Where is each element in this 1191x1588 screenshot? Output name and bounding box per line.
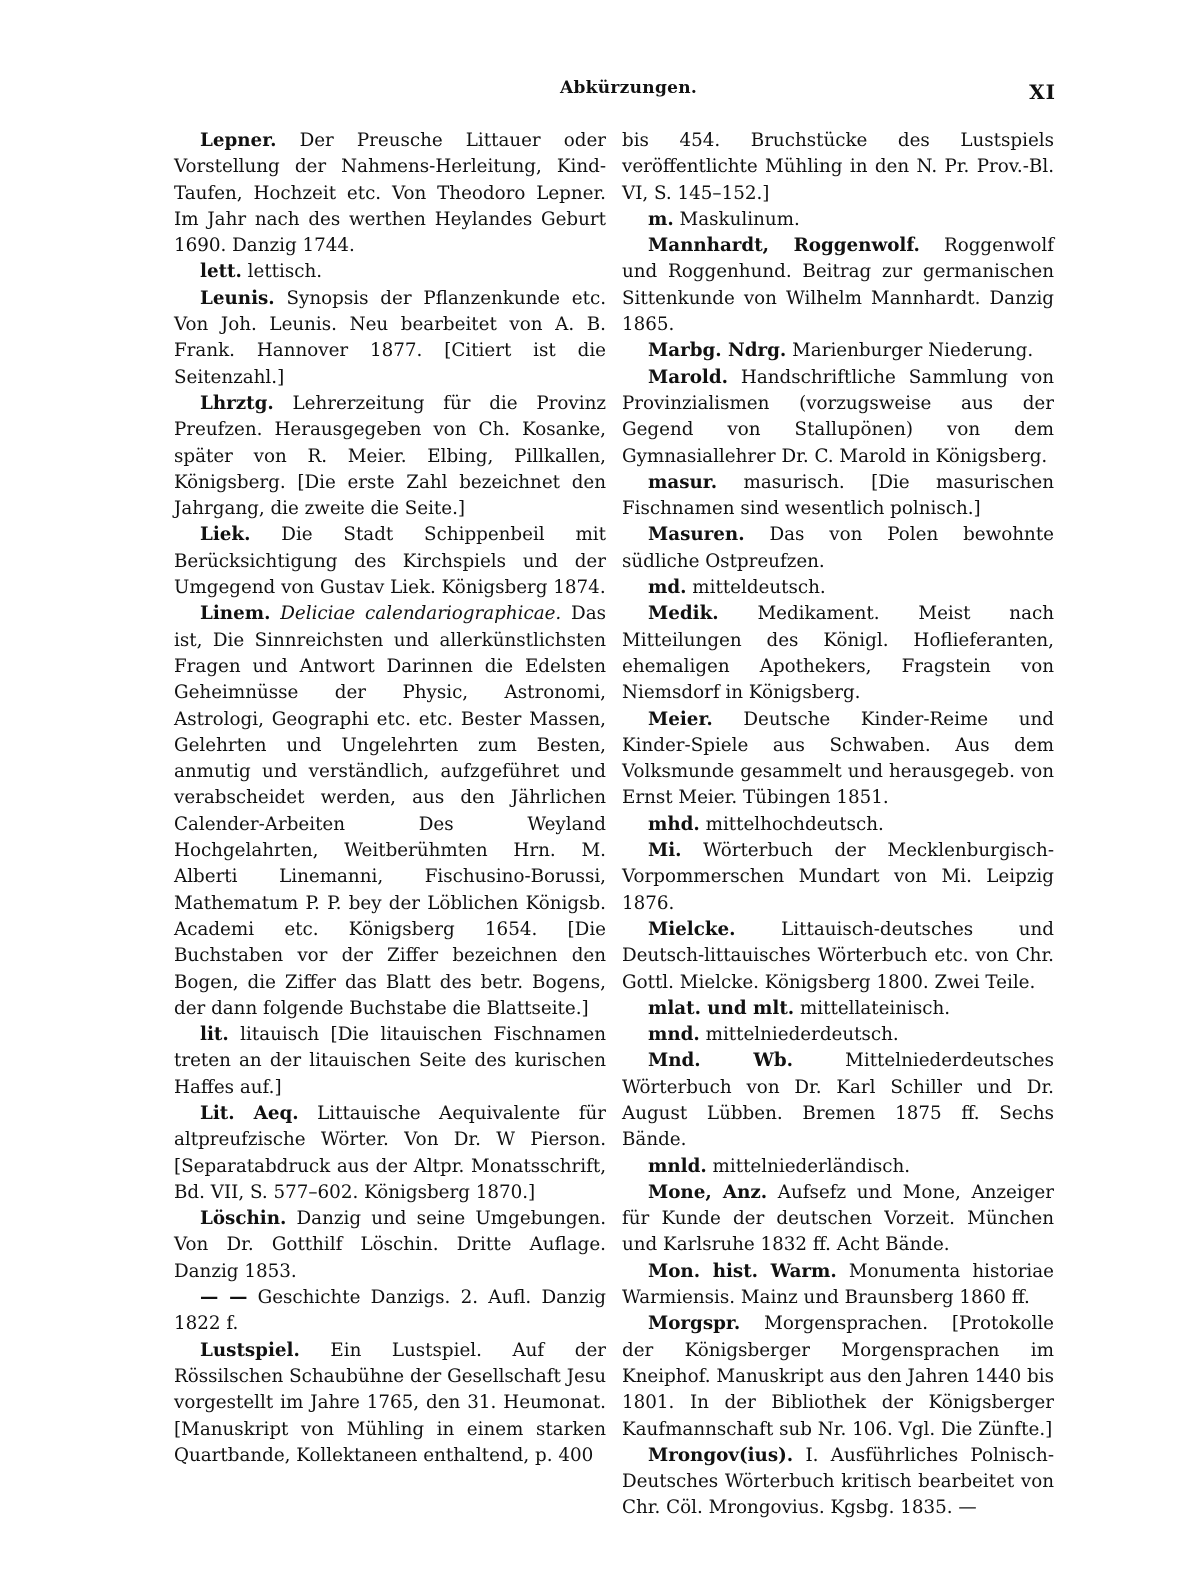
- entry-abbreviation: Lepner.: [200, 130, 277, 151]
- entry-abbreviation: mlat. und mlt.: [648, 997, 795, 1019]
- entry-abbreviation: m.: [648, 208, 674, 230]
- entry-text: Monumenta historiae Warmiensis. Mainz und Braunsberg 1860 ff.: [622, 1260, 1055, 1309]
- entry-abbreviation: Mnd. Wb.: [648, 1050, 794, 1072]
- entry-abbreviation: — —: [200, 1287, 248, 1309]
- entry-abbreviation: Mone, Anz.: [648, 1181, 768, 1203]
- entry-text: Synopsis der Pflanzenkunde etc. Von Joh. Leunis. Neu bearbeitet von A. B. Frank. Hannover 1877. [Citiert ist die Seitenzahl.]: [174, 287, 606, 388]
- entry-abbreviation: Meier.: [648, 708, 713, 730]
- entry-text: I. Ausführliches Polnisch-Deutsches Wörterbuch kritisch bearbeitet von Chr. Cöl. Mrongovius. Kgsbg. 1835. —: [622, 1444, 1054, 1519]
- entry-text: Littauisch-deutsches und Deutsch-littauisches Wörterbuch etc. von Chr. Gottl. Mielcke. Königsberg 1800. Zwei Teile.: [622, 918, 1054, 993]
- entry-abbreviation: mhd.: [648, 813, 700, 835]
- entry-text: Medikament. Meist nach Mitteilungen des Königl. Hoflieferanten, ehemaligen Apothekers, Fragstein von Niemsdorf in Königsberg.: [622, 603, 1054, 704]
- dictionary-entry: [622, 1311, 1054, 1442]
- entry-abbreviation: Lustspiel.: [200, 1339, 300, 1361]
- entry-text: Morgensprachen. [Protokolle der Königsberger Morgensprachen im Kneiphof. Manuskript aus den Jahren 1440 bis 1801. In der Bibliothek der Königsberger Kaufmannschaft sub Nr. 106. Vgl. Die Zünfte.]: [622, 1313, 1054, 1440]
- entry-abbreviation: mnld.: [648, 1155, 707, 1177]
- entry-text: litauisch [Die litauischen Fischnamen treten an der litauischen Seite des kurischen Haffes auf.]: [174, 1024, 606, 1098]
- entry-abbreviation: Masuren.: [648, 524, 745, 546]
- dictionary-entry: [622, 233, 1054, 338]
- entry-text: Deutsche Kinder-Reime und Kinder-Spiele aus Schwaben. Aus dem Volksmunde gesammelt und herausgegeb. von Ernst Meier. Tübingen 1851.: [622, 708, 1054, 809]
- running-title: Abkürzungen.: [560, 78, 698, 98]
- dictionary-entry: [622, 1154, 1054, 1180]
- dictionary-entry: [622, 522, 1054, 575]
- entry-text: Danzig und seine Umgebungen. Von Dr. Gotthilf Löschin. Dritte Auflage. Danzig 1853.: [174, 1208, 606, 1282]
- entry-abbreviation: Mon. hist. Warm.: [648, 1260, 837, 1282]
- dictionary-entry: [174, 601, 606, 1022]
- entry-text: Aufsefz und Mone, Anzeiger für Kunde der deutschen Vorzeit. München und Karlsruhe 1832 ff. Acht Bände.: [622, 1181, 1054, 1256]
- entry-abbreviation: Linem.: [200, 603, 271, 625]
- dictionary-entry: [622, 128, 1054, 207]
- entry-abbreviation: Leunis.: [200, 287, 275, 309]
- entry-text: Der Preusche Littauer oder Vorstellung der Nahmens-Herleitung, Kind-Taufen, Hochzeit etc. Von Theodoro Lepner. Im Jahr nach des werthen Heylandes Geburt 1690. Danzig 1744.: [174, 130, 606, 257]
- entry-text: mittellateinisch.: [794, 997, 951, 1019]
- entry-text: Roggenwolf und Roggenhund. Beitrag zur germanischen Sittenkunde von Wilhelm Mannhardt. Danzig 1865.: [622, 235, 1054, 336]
- dictionary-entry: [622, 207, 1054, 233]
- entry-abbreviation: lett.: [200, 261, 242, 283]
- dictionary-entry: [622, 338, 1054, 364]
- left-column: [174, 128, 606, 1469]
- dictionary-entry: [622, 838, 1054, 917]
- entry-text: lettisch.: [241, 261, 323, 283]
- entry-text: mittelniederländisch.: [706, 1155, 911, 1177]
- entry-text: masurisch. [Die masurischen Fischnamen sind wesentlich polnisch.]: [622, 471, 1054, 520]
- entry-text: bis 454. Bruchstücke des Lustspiels veröffentlichte Mühling in den N. Pr. Prov.-Bl. VI, S. 145–152.]: [622, 130, 1054, 204]
- entry-abbreviation: Medik.: [648, 603, 719, 625]
- entry-text: mittelniederdeutsch.: [699, 1024, 899, 1046]
- dictionary-entry: [174, 1285, 606, 1338]
- dictionary-entry: [622, 1048, 1054, 1153]
- entry-abbreviation: mnd.: [648, 1024, 700, 1046]
- dictionary-entry: [622, 1259, 1054, 1312]
- entry-abbreviation: md.: [648, 577, 687, 599]
- entry-abbreviation: Lhrztg.: [200, 392, 274, 414]
- entry-abbreviation: Marold.: [648, 366, 728, 388]
- dictionary-entry: [622, 601, 1054, 706]
- entry-text: mitteldeutsch.: [686, 577, 826, 599]
- dictionary-entry: [622, 996, 1054, 1022]
- entry-abbreviation: Mi.: [648, 840, 682, 862]
- dictionary-entry: [174, 128, 606, 259]
- dictionary-entry: [622, 575, 1054, 601]
- dictionary-entry: [174, 391, 606, 522]
- dictionary-entry: [174, 522, 606, 601]
- entry-abbreviation: Liek.: [200, 524, 251, 546]
- dictionary-entry: [622, 1180, 1054, 1259]
- dictionary-entry: [174, 286, 606, 391]
- entry-abbreviation: Löschin.: [200, 1208, 287, 1230]
- dictionary-entry: [622, 917, 1054, 996]
- entry-italic-title: Deliciae calendariographicae.: [270, 603, 562, 625]
- entry-text: Lehrerzeitung für die Provinz Preufzen. Herausgegeben von Ch. Kosanke, später von R. Meier. Elbing, Pillkallen, Königsberg. [Die erste Zahl bezeichnet den Jahrgang, die zweite die Seite.]: [174, 392, 606, 520]
- entry-text: Mittelniederdeutsches Wörterbuch von Dr. Karl Schiller und Dr. August Lübben. Bremen 1875 ff. Sechs Bände.: [622, 1050, 1055, 1151]
- entry-abbreviation: Mannhardt, Roggenwolf.: [648, 235, 920, 257]
- entry-text: Geschichte Danzigs. 2. Aufl. Danzig 1822 f.: [174, 1287, 606, 1335]
- entry-text: Die Stadt Schippenbeil mit Berücksichtigung des Kirchspiels und der Umgegend von Gustav Liek. Königsberg 1874.: [174, 524, 606, 599]
- entry-abbreviation: Mielcke.: [648, 918, 736, 940]
- entry-text: Handschriftliche Sammlung von Provinzialismen (vorzugsweise aus der Gegend von Stallupönen) von dem Gymnasiallehrer Dr. C. Marold in Königsberg.: [622, 366, 1054, 467]
- entry-abbreviation: Mrongov(ius).: [648, 1444, 794, 1466]
- entry-abbreviation: Lit. Aeq.: [200, 1102, 299, 1124]
- entry-text: mittelhochdeutsch.: [699, 813, 884, 835]
- entry-abbreviation: lit.: [200, 1024, 229, 1046]
- entry-abbreviation: Marbg. Ndrg.: [648, 340, 787, 362]
- dictionary-entry: [622, 470, 1054, 523]
- dictionary-entry: [622, 1443, 1054, 1522]
- entry-abbreviation: Morgspr.: [648, 1313, 741, 1335]
- page-number: XI: [1029, 80, 1056, 104]
- dictionary-entry: [174, 1101, 606, 1206]
- right-column: [622, 128, 1054, 1522]
- dictionary-entry: [174, 1338, 606, 1469]
- dictionary-entry: [622, 365, 1054, 470]
- dictionary-entry: [622, 1022, 1054, 1048]
- page-header: [0, 78, 1191, 108]
- dictionary-entry: [622, 707, 1054, 812]
- dictionary-entry: [174, 1206, 606, 1285]
- entry-text: Das von Polen bewohnte südliche Ostpreufzen.: [622, 524, 1054, 572]
- entry-abbreviation: masur.: [648, 471, 718, 493]
- entry-text: Das ist, Die Sinnreichsten und allerkünstlichsten Fragen und Antwort Darinnen die Edelsten Geheimnüsse der Physic, Astronomi, Astrologi, Geographi etc. etc. Bester Massen, Gelehrten und Ungelehrten zum Besten, anmutig und verständlich, aufzgeführet und verabscheidet werden, aus den Jährlichen Calender-Arbeiten Des Weyland Hochgelahrten, Weitberühmten Hrn. M. Alberti Linemanni, Fischusino-Borussi, Mathematum P. P. bey der Löblichen Königsb. Academi etc. Königsberg 1654. [Die Buchstaben vor der Ziffer bezeichnen den Bogen, die Ziffer das Blatt des betr. Bogens, der dann folgende Buchstabe die Blattseite.]: [174, 603, 606, 1019]
- entry-text: Maskulinum.: [673, 208, 800, 230]
- dictionary-entry: [622, 812, 1054, 838]
- entry-text: Marienburger Niederung.: [786, 340, 1034, 362]
- dictionary-entry: [174, 259, 606, 285]
- entry-text: Wörterbuch der Mecklenburgisch-Vorpommerschen Mundart von Mi. Leipzig 1876.: [622, 840, 1054, 914]
- entry-text: Littauische Aequivalente für altpreufzische Wörter. Von Dr. W Pierson. [Separatabdruck aus der Altpr. Monatsschrift, Bd. VII, S. 577–602. Königsberg 1870.]: [174, 1102, 606, 1203]
- entry-text: Ein Lustspiel. Auf der Rössilschen Schaubühne der Gesellschaft Jesu vorgestellt im Jahre 1765, den 31. Heumonat. [Manuskript von Mühling in einem starken Quartbande, Kollektaneen enthaltend, p. 400: [174, 1339, 606, 1466]
- dictionary-entry: [174, 1022, 606, 1101]
